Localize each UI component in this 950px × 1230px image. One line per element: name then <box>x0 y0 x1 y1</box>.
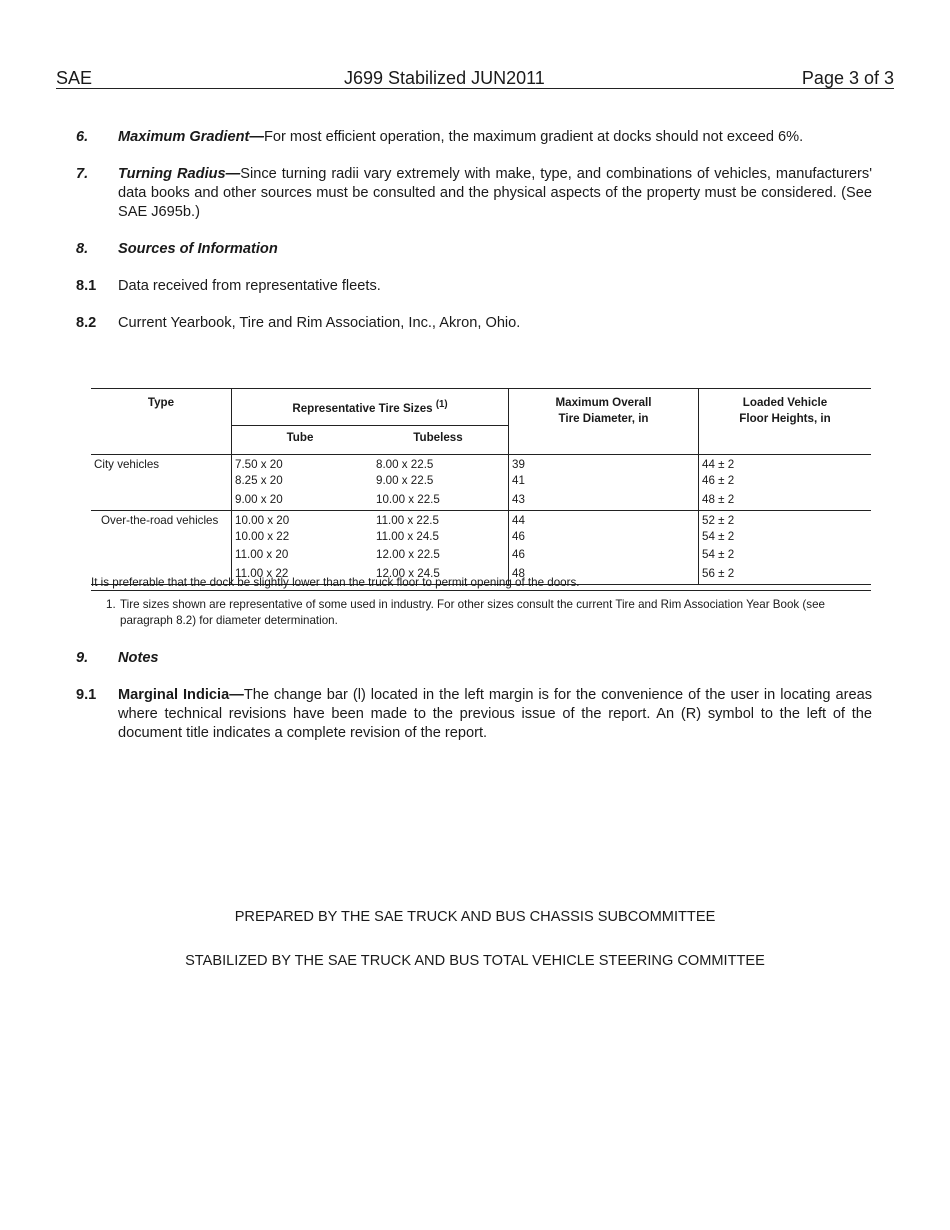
header-type: Type <box>147 396 175 409</box>
section-8 <box>76 240 872 259</box>
table-row: 11.00 x 22 12.00 x 24.5 48 56 ± 2 <box>91 566 871 585</box>
header-org: SAE <box>56 68 93 88</box>
section-9-1 <box>76 686 872 743</box>
section-title: Maximum Gradient— <box>118 129 264 145</box>
section-number: 8. <box>76 241 89 257</box>
section-text: Data received from representative fleets. <box>118 278 381 294</box>
section-text: Since turning radii vary extremely with make, type, and combinations of vehicles, manufacturers' data books and other sources must be consulted and the physical aspects of the property must be considered. (See SAE J695b.) <box>118 166 872 220</box>
section-text: The change bar (l) located in the left margin is for the convenience of the user in locating areas where technical revisions have been made to the previous issue of the report. An (R) symbol to the left of the document title indicates a complete revision of the report. <box>118 687 872 741</box>
section-title: Notes <box>118 650 159 666</box>
section-9 <box>76 649 872 668</box>
section-6 <box>76 128 872 147</box>
section-8-2 <box>76 314 872 333</box>
table-row: 10.00 x 22 11.00 x 24.5 46 54 ± 2 <box>91 529 871 548</box>
prepared-by: PREPARED BY THE SAE TRUCK AND BUS CHASSIS SUBCOMMITTEE <box>234 909 716 925</box>
header-max-diameter: Maximum Overall Tire Diameter, in <box>509 389 699 455</box>
section-title: Sources of Information <box>118 241 278 257</box>
table-header-row <box>91 389 871 426</box>
section-text: For most efficient operation, the maximum gradient at docks should not exceed 6%. <box>263 129 804 145</box>
table-row: 11.00 x 20 12.00 x 22.5 46 54 ± 2 <box>91 547 871 566</box>
section-number: 9. <box>76 650 89 666</box>
footnote-text: Tire sizes shown are representative of some used in industry. For other sizes consult the current Tire and Rim Association Year Book (see paragraph 8.2) for diameter determination. <box>120 598 825 627</box>
section-8-1 <box>76 277 872 296</box>
tire-size-table <box>91 388 871 585</box>
header-doc-id: J699 Stabilized JUN2011 <box>344 68 545 88</box>
table-row: City vehicles 7.50 x 20 8.00 x 22.5 39 44 ± 2 <box>91 455 871 474</box>
section-number: 9.1 <box>76 687 97 703</box>
table-row: 9.00 x 20 10.00 x 22.5 43 48 ± 2 <box>91 492 871 511</box>
page-header <box>56 68 894 89</box>
header-floor-heights: Loaded Vehicle Floor Heights, in <box>699 389 872 455</box>
section-number: 6. <box>76 129 89 145</box>
section-title: Turning Radius— <box>118 166 241 182</box>
header-tubeless: Tubeless <box>413 431 463 444</box>
header-tire-sizes: Representative Tire Sizes $^{(1)}$ <box>232 389 509 426</box>
footnote-number: 1. <box>106 598 116 611</box>
cell-type: Over-the-road vehicles <box>101 513 219 527</box>
table-footnote <box>106 597 846 629</box>
section-number: 8.2 <box>76 315 97 331</box>
table-row: 8.25 x 20 9.00 x 22.5 41 46 ± 2 <box>91 473 871 492</box>
stabilized-by: STABILIZED BY THE SAE TRUCK AND BUS TOTAL VEHICLE STEERING COMMITTEE <box>185 953 765 969</box>
table-note: It is preferable that the dock be slightly lower than the truck floor to permit opening of the doors. <box>91 576 871 591</box>
section-title: Marginal Indicia— <box>118 687 244 703</box>
header-tube: Tube <box>232 426 369 455</box>
section-7 <box>76 165 872 222</box>
header-page-number: Page 3 of 3 <box>801 68 894 88</box>
section-number: 7. <box>76 166 89 182</box>
section-text: Current Yearbook, Tire and Rim Association, Inc., Akron, Ohio. <box>118 315 521 331</box>
cell-type: City vehicles <box>94 458 160 471</box>
section-number: 8.1 <box>76 278 97 294</box>
table-row: Over-the-road vehicles 10.00 x 20 11.00 x 22.5 44 52 ± 2 <box>91 510 871 529</box>
